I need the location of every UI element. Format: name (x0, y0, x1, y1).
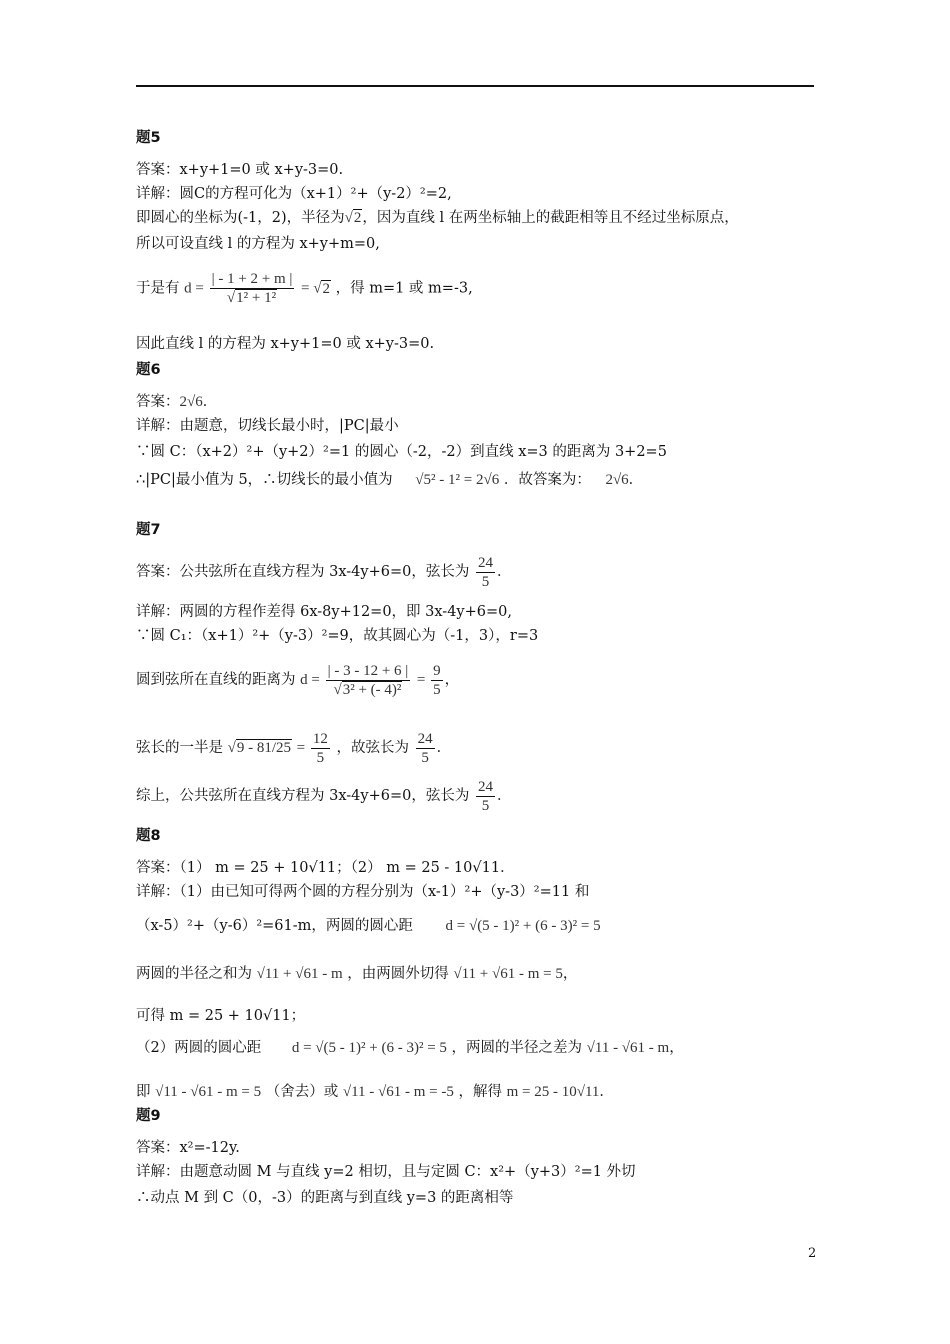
q6-detail-2: ∵圆 C：（x+2）²+（y+2）²=1 的圆心（-2，-2）到直线 x=3 的距离为 3+2=5 (136, 444, 667, 460)
q6-title: 题6 (136, 362, 161, 378)
q5-detail-2: 即圆心的坐标为(-1，2)，半径为√2，因为直线 l 在两坐标轴上的截距相等且不经过坐标原点， (136, 210, 739, 226)
q9-answer: 答案：x²=-12y. (136, 1140, 240, 1156)
sqrt-2: √2 (344, 210, 362, 226)
q7-title: 题7 (136, 522, 161, 538)
q8-detail-4: 可得 m = 25 + 10√11； (136, 1008, 306, 1024)
q9-detail-2: ∴动点 M 到 C（0，-3）的距离与到直线 y=3 的距离相等 (136, 1190, 514, 1206)
distance-fraction: $\frac{| - 1 + 2 + m |}{\text{√1² + 1²}}$ (211, 271, 293, 306)
q5-answer: 答案：x+y+1=0 或 x+y-3=0. (136, 162, 344, 178)
q5-detail-3: 所以可设直线 l 的方程为 x+y+m=0, (136, 236, 380, 252)
q8-detail-6: 即 √11 - √61 - m = 5 （舍去）或 √11 - √61 - m = -5 ，解得 m = 25 - 10√11． (136, 1084, 614, 1100)
q9-title: 题9 (136, 1108, 161, 1124)
q6-answer: 答案：2√6． (136, 394, 218, 410)
q7-detail-1: 详解：两圆的方程作差得 6x-8y+12=0，即 3x-4y+6=0, (136, 604, 512, 620)
q5-detail-1: 详解：圆C的方程可化为（x+1）²+（y-2）²=2, (136, 186, 452, 202)
q5-conclusion: 因此直线 l 的方程为 x+y+1=0 或 x+y-3=0. (136, 336, 435, 352)
top-rule (136, 85, 814, 87)
q6-detail-3: ∴|PC|最小值为 5，∴切线长的最小值为 √5² - 1² = 2√6 ．故答案为： 2√6． (136, 472, 644, 488)
q5-title: 题5 (136, 130, 161, 146)
page-number: 2 (808, 1246, 817, 1261)
q8-detail-1: 详解：（1）由已知可得两个圆的方程分别为（x-1）²+（y-3）²=11 和 (136, 884, 590, 900)
q7-detail-4: 弦长的一半是 √9 - 81/25 = $\frac{12}{5}$ ，故弦长为 $\frac{24}{5}$ ． (136, 730, 452, 766)
q8-detail-2: （x-5）²+（y-6）²=61-m，两圆的圆心距 d = √(5 - 1)² + (6 - 3)² = 5 (136, 918, 601, 934)
q7-detail-3: 圆到弦所在直线的距离为 d = $\frac{| - 3 - 12 + 6 |}{\text{√3² + (- 4)²}}$ = $\frac{9}{5}$ ， (136, 662, 460, 698)
q8-detail-5: （2）两圆的圆心距 d = √(5 - 1)² + (6 - 3)² = 5 ，两圆的半径之差为 √11 - √61 - m， (136, 1040, 684, 1056)
q9-detail-1: 详解：由题意动圆 M 与直线 y=2 相切，且与定圆 C：x²+（y+3）²=1 外切 (136, 1164, 636, 1180)
q7-detail-2: ∵圆 C₁：（x+1）²+（y-3）²=9，故其圆心为（-1，3），r=3 (136, 628, 539, 644)
q6-detail-1: 详解：由题意，切线长最小时，|PC|最小 (136, 418, 399, 434)
q8-answer: 答案：（1） m = 25 + 10√11；（2） m = 25 - 10√11． (136, 860, 515, 876)
q7-answer: 答案：公共弦所在直线方程为 3x-4y+6=0，弦长为 $\frac{24}{5}$ ． (136, 554, 512, 590)
q5-detail-4: 于是有 d = $\frac{| - 1 + 2 + m |}{\text{√1² + 1²}}$ = √2 ，得 m=1 或 m=-3, (136, 271, 473, 306)
q8-title: 题8 (136, 828, 161, 844)
q8-detail-3: 两圆的半径之和为 √11 + √61 - m ，由两圆外切得 √11 + √61 - m = 5， (136, 966, 578, 982)
q7-summary: 综上，公共弦所在直线方程为 3x-4y+6=0，弦长为 $\frac{24}{5}$ ． (136, 778, 512, 814)
